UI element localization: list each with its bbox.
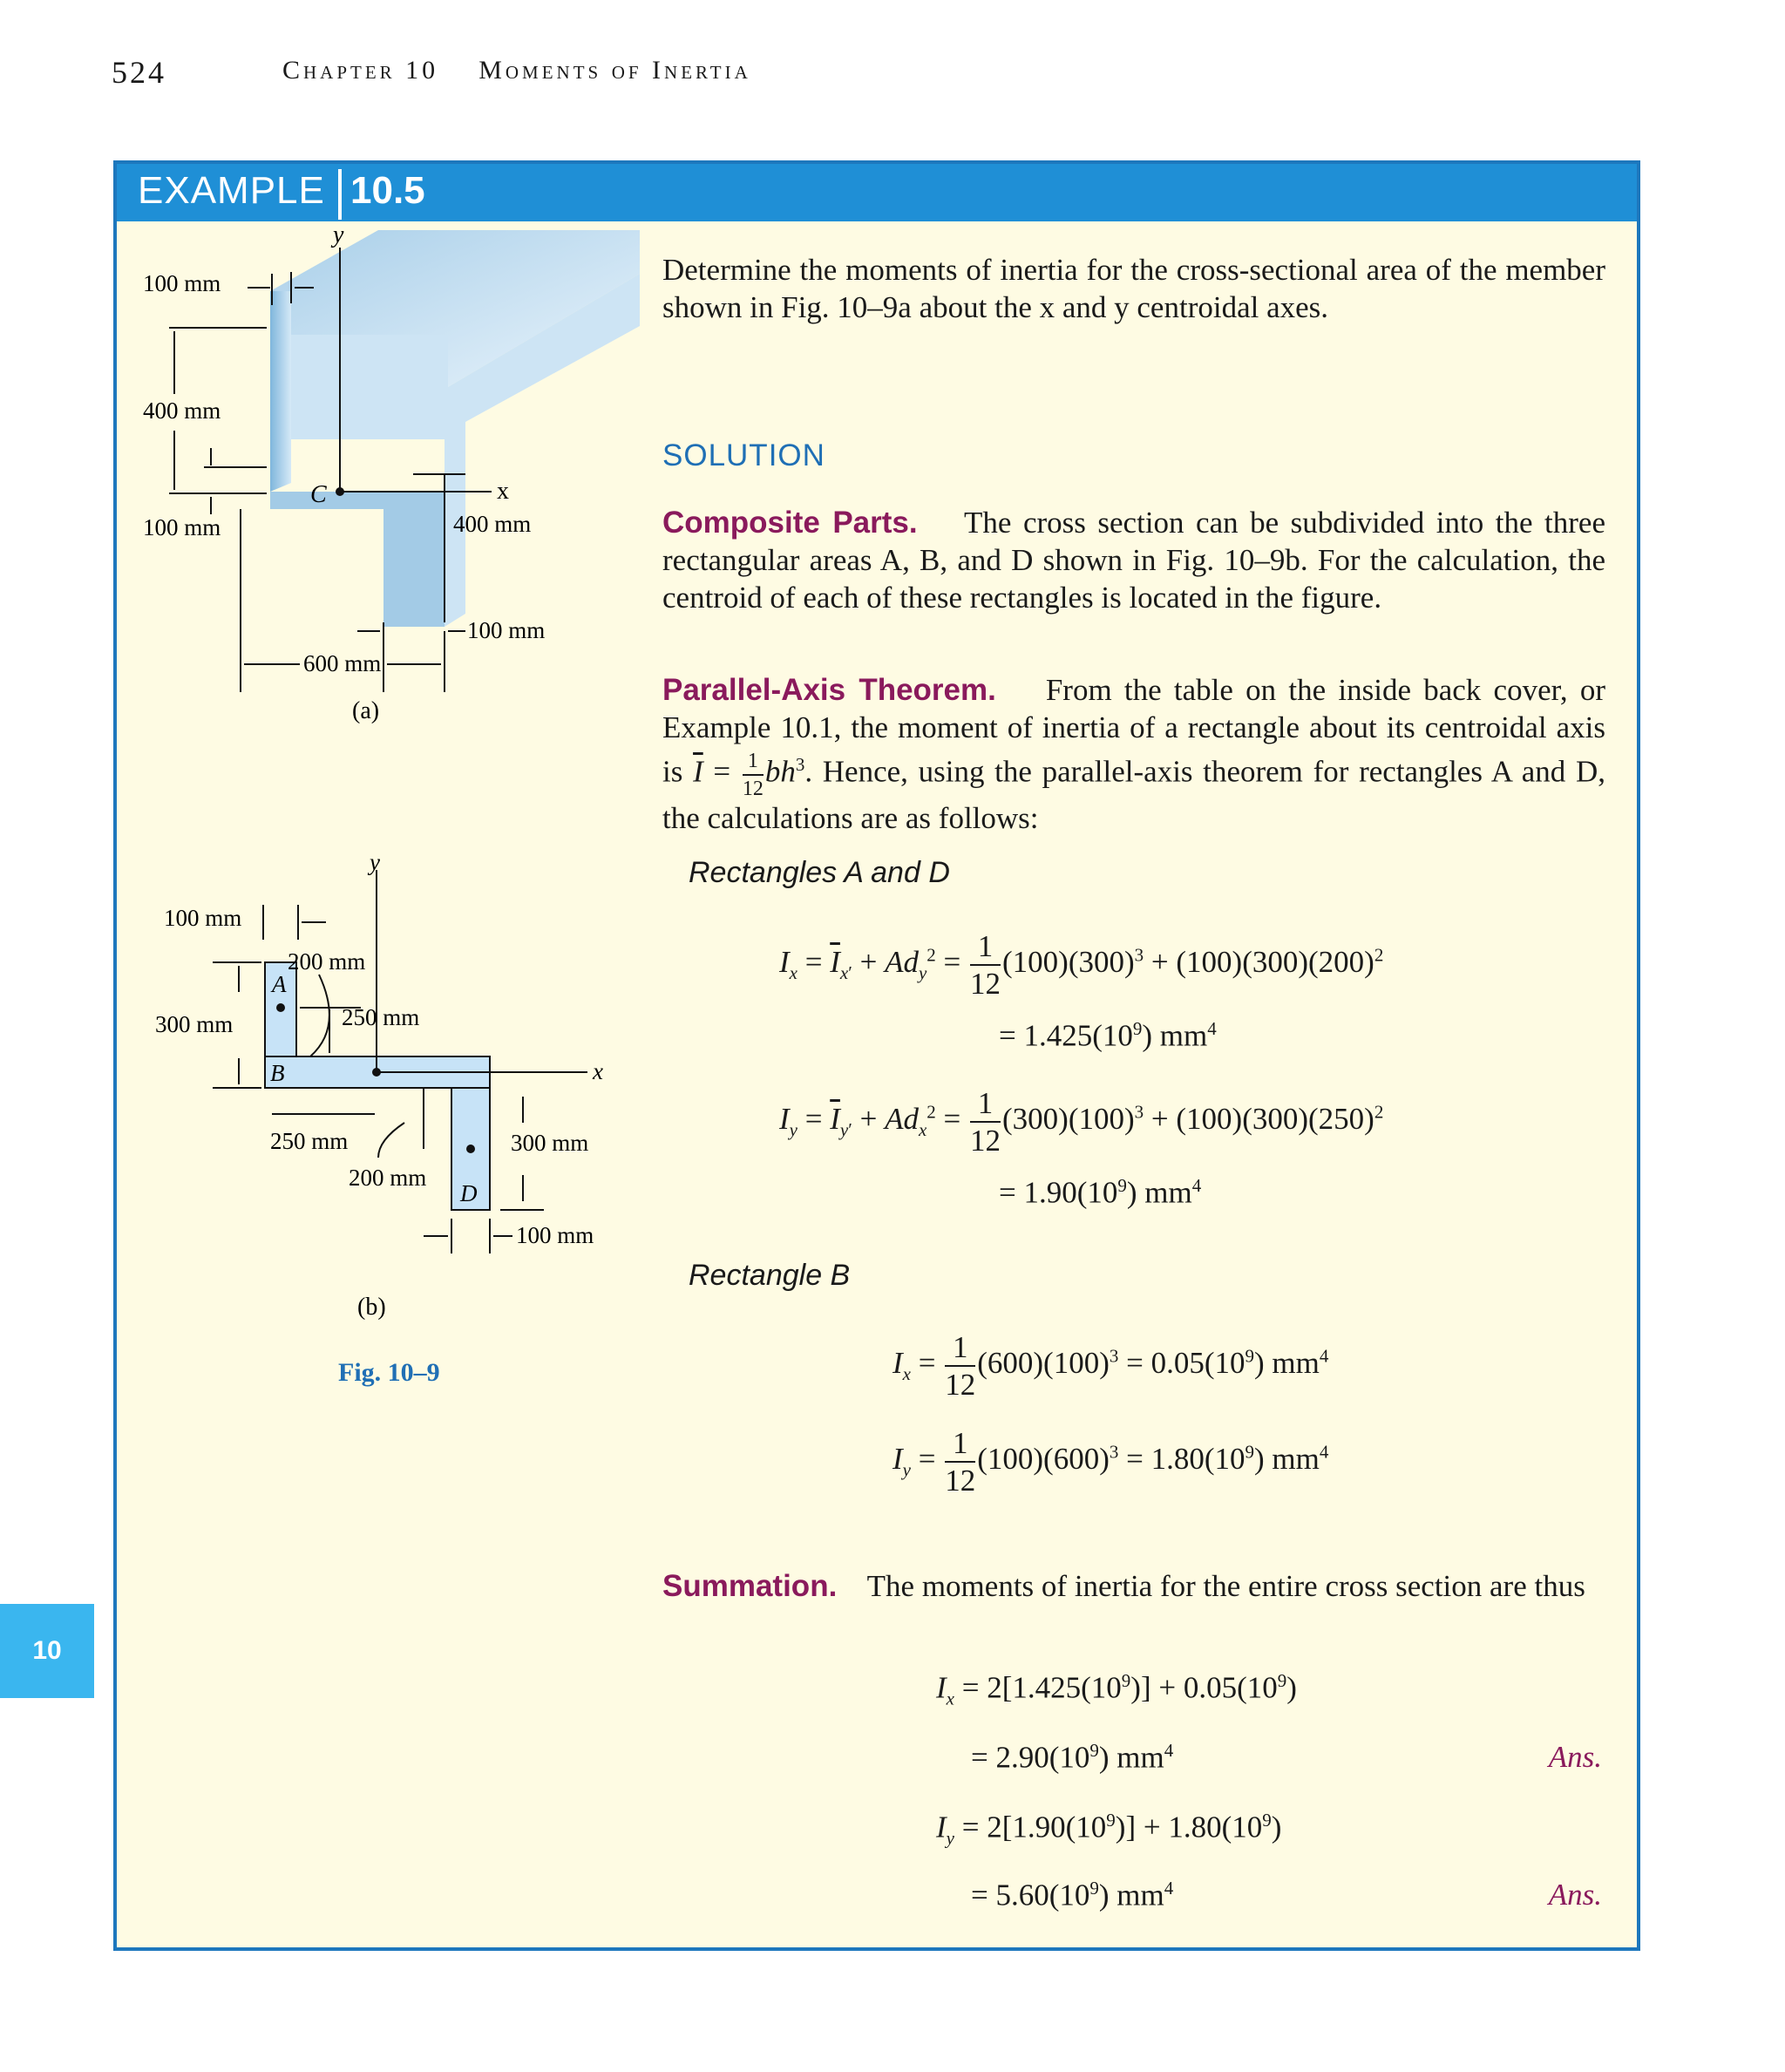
eq-sum-ix-result-text: = 2.90(10: [971, 1740, 1090, 1775]
eq-sum-iy-result: = $5.60(10^9)$ $mm^4$: [971, 1878, 1174, 1912]
chapter-title: [282, 56, 1067, 85]
chapter-side-tab: 10: [0, 1604, 94, 1698]
eq-ad-ix-terms: (100)(300): [1002, 945, 1135, 980]
z-section-left-face: [270, 291, 291, 492]
summation-paragraph: [662, 1567, 1605, 1605]
figure-caption: Fig. 10–9: [338, 1358, 440, 1387]
page-number: 524: [112, 55, 166, 90]
eq-sum-ix-a: = 2[1.425(10: [961, 1670, 1122, 1705]
eq-b-ix-result: = 0.05(10: [1126, 1346, 1245, 1381]
eq-sum-iy-result-text: = 5.60(10: [971, 1878, 1090, 1912]
eq-ad-ix: $I_x = \overline{I}_{x'} + Ad_y^2$ = $\frac{1}{12}$ $(100)(300)^3 + (100)(300)(200)^2$: [779, 929, 1384, 1001]
fig-a-dim-flange-thickness: 100 mm: [143, 270, 221, 296]
eq-b-iy: $I_y$ = $\frac{1}{12}$ $(100)(600)^3 = 1.80(10^9)$ $mm^4$: [892, 1426, 1329, 1498]
example-label: EXAMPLE: [138, 169, 325, 212]
fig-b-dim-a-width: 100 mm: [164, 905, 242, 931]
eq-ad-iy-terms2: + (100)(300)(250): [1150, 1102, 1374, 1137]
figure-a-drawing: [117, 221, 657, 910]
eq-ad-ix-result: = $1.425(10^9)$ $mm^4$: [999, 1018, 1217, 1053]
composite-parts-text: The cross section can be subdivided into the three rectangular areas A, B, and D shown in Fig. 10–9b. For the calculation, the centroid of each of these rectangles is located in the figure.: [662, 506, 1605, 615]
summation-text: The moments of inertia for the entire cross section are thus: [866, 1569, 1585, 1603]
eq-ad-ix-terms2: + (100)(300)(200): [1150, 945, 1374, 980]
fig-a-dim-web-height: 400 mm: [143, 397, 221, 424]
eq-sum-iy: $I_y = 2[1.90(10^9)] + 1.80(10^9)$: [936, 1810, 1282, 1849]
composite-parts-head: Composite Parts.: [662, 506, 918, 540]
example-box: [113, 160, 1640, 1951]
fig-a-caption: (a): [352, 697, 380, 724]
eq-ad-ix-result-text: = 1.425(10: [999, 1018, 1133, 1053]
fig-b-dim-d-centroid: 200 mm: [349, 1165, 427, 1191]
eq-sum-iy-a: = 2[1.90(10: [961, 1810, 1107, 1844]
fig-a-dim-bottom-flange: 100 mm: [143, 514, 221, 540]
z-section-front-face: [270, 492, 445, 627]
fig-b-x-axis: x: [593, 1058, 603, 1084]
problem-statement: Determine the moments of inertia for the cross-sectional area of the member shown in Fig. 10–9a about the x and y centroidal axes.: [662, 253, 1605, 324]
header-divider: [338, 169, 342, 220]
figure-a: [117, 221, 657, 914]
part-a-label: A: [272, 971, 287, 997]
eq-b-iy-result: = 1.80(10: [1126, 1442, 1245, 1477]
composite-parts-paragraph: [662, 504, 1605, 616]
figure-b-drawing: [117, 853, 657, 1480]
eq-b-ix-terms: (600)(100): [977, 1346, 1110, 1381]
eq-sum-iy-b: )] + 1.80(10: [1115, 1810, 1263, 1844]
eq-sum-ix: $I_x = 2[1.425(10^9)] + 0.05(10^9)$: [936, 1670, 1297, 1709]
part-b-label: B: [270, 1060, 285, 1086]
parallel-axis-head: Parallel-Axis Theorem.: [662, 673, 996, 707]
fig-a-dim-right-height: 400 mm: [453, 511, 532, 537]
part-d-label: D: [460, 1180, 478, 1206]
parallel-axis-text1: From the table on the inside back cover, or Example 10.1, the moment of inertia of a rectangle about its centroidal axis is: [662, 673, 1606, 789]
eq-sum-ix-b: )] + 0.05(10: [1130, 1670, 1278, 1705]
eq-sum-ix-result: = $2.90(10^9)$ $mm^4$: [971, 1740, 1174, 1775]
fig-b-caption: (b): [357, 1294, 386, 1321]
fig-a-dim-width: 600 mm: [303, 650, 382, 676]
fig-b-dim-a-centroid: 200 mm: [288, 948, 366, 975]
eq-ad-iy-result-text: = 1.90(10: [999, 1175, 1118, 1210]
fig-a-y-axis: y: [333, 221, 344, 248]
answer-iy: Ans.: [1548, 1878, 1602, 1912]
chapter-label: Chapter 10: [282, 56, 439, 85]
fig-b-dim-d-width: 100 mm: [516, 1222, 594, 1248]
answer-ix: Ans.: [1548, 1740, 1602, 1774]
fig-a-centroid: C: [310, 481, 327, 508]
fig-b-dim-a-height: 300 mm: [155, 1011, 234, 1037]
eq-ad-iy-result: = $1.90(10^9)$ $mm^4$: [999, 1175, 1202, 1210]
summation-head: Summation.: [662, 1569, 838, 1603]
fig-b-y-axis: y: [370, 853, 380, 875]
eq-ad-iy-terms: (300)(100): [1002, 1102, 1135, 1137]
rectangles-ad-heading: Rectangles A and D: [689, 856, 950, 889]
running-head: [112, 54, 751, 91]
eq-ad-iy: $I_y = \overline{I}_{y'} + Ad_x^2$ = $\frac{1}{12}$ $(300)(100)^3 + (100)(300)(250)^2$: [779, 1086, 1384, 1158]
figure-b: [117, 853, 657, 1484]
eq-b-iy-terms: (100)(600): [977, 1442, 1110, 1477]
rectangle-b-heading: Rectangle B: [689, 1259, 851, 1292]
fig-a-dim-right-thickness: 100 mm: [467, 617, 546, 643]
fig-b-dim-a-offset: 250 mm: [342, 1004, 420, 1030]
chapter-name: Moments of Inertia: [478, 56, 751, 85]
fig-b-dim-d-height: 300 mm: [511, 1130, 589, 1156]
fig-b-dim-d-offset: 250 mm: [270, 1128, 349, 1154]
example-number: 10.5: [350, 169, 425, 212]
solution-heading: SOLUTION: [662, 438, 825, 472]
parallel-axis-paragraph: Parallel-Axis Theorem. From the table on the inside back cover, or Example 10.1, the moment of inertia of a rectangle about its centroidal axis is $\overline{I}$ = $\frac{1}{12}$ $bh^3$. Hence, using the parallel-axis theorem for rectangles A and D, the calculations are as follows:: [662, 673, 1606, 835]
example-header: [117, 164, 1637, 221]
fig-a-x-axis: x: [497, 478, 509, 505]
eq-b-ix: $I_x$ = $\frac{1}{12}$ $(600)(100)^3 = 0.05(10^9)$ $mm^4$: [892, 1330, 1329, 1402]
parallel-axis-text2: . Hence, using the parallel-axis theorem for rectangles A and D, the calculations are as follows:: [662, 754, 1606, 835]
